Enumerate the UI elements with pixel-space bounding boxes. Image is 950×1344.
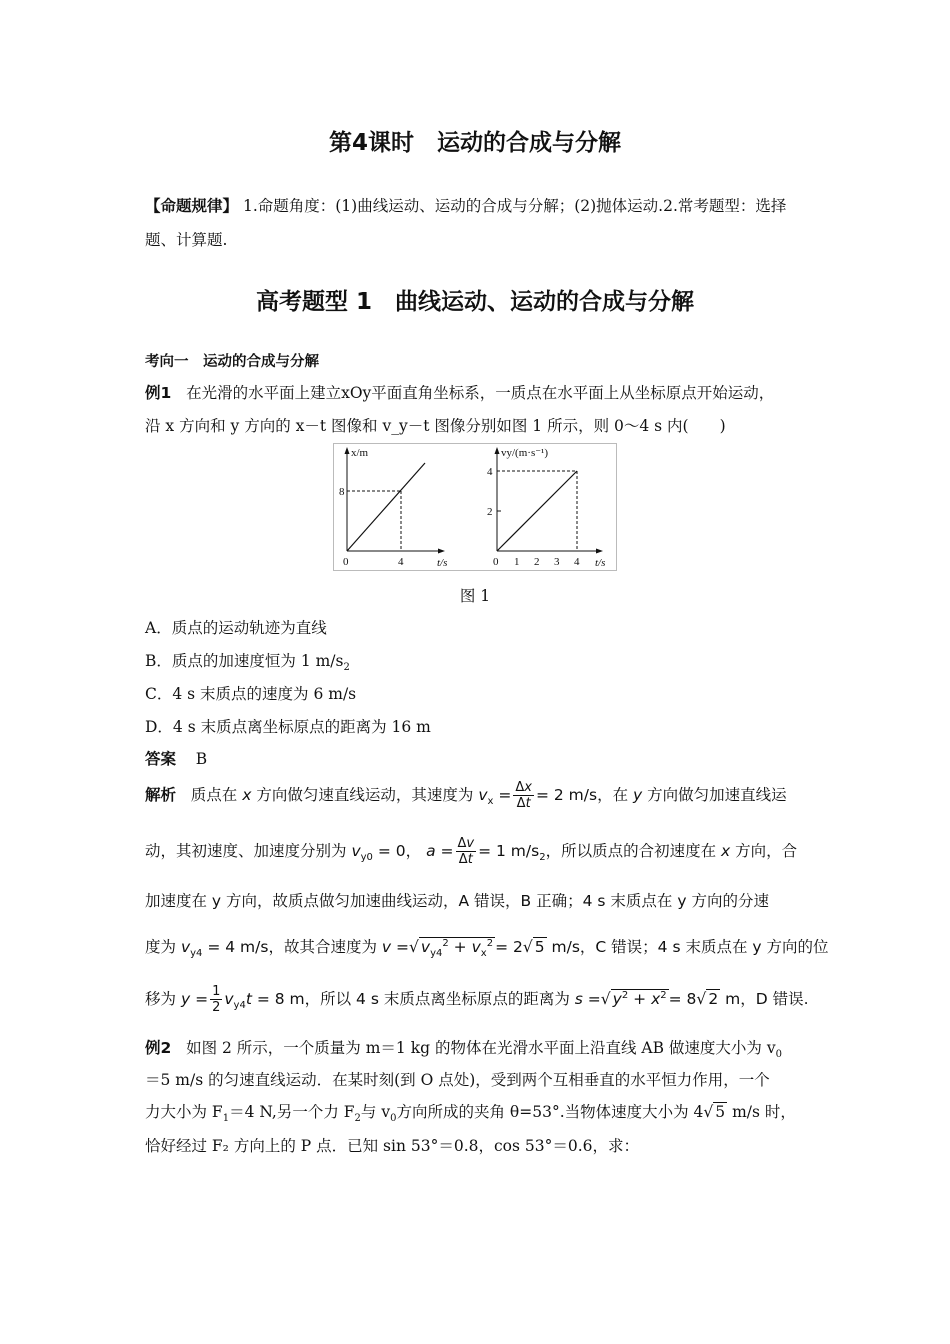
- analysis-text: 方向做匀加速直线运: [647, 786, 787, 804]
- left-x-tick-4: 4: [398, 556, 404, 568]
- page-title: 第4课时 运动的合成与分解: [328, 130, 621, 156]
- analysis-text: m，D 错误.: [720, 990, 809, 1008]
- right-x-tick-0: 0: [493, 556, 499, 568]
- analysis-text: = 2 m/s，在: [535, 786, 629, 804]
- example2-line-3: 力大小为 $F_1=4$ N,另一个力 $F_2$与 $v_0$方向所成的夹角 θ=53°.当物体速度大小为 4√ 5 m/s 时，: [145, 1103, 796, 1124]
- example2-line-1: 例2 如图 2 所示，一个质量为 m＝1 kg 的物体在光滑水平面上沿直线 AB 做速度大小为 $v_0$: [145, 1039, 782, 1060]
- option-b-sup: 2: [343, 662, 350, 673]
- analysis-text: ，所以质点的合初速度在: [545, 842, 717, 860]
- sqrt-2: 2: [708, 990, 719, 1008]
- example1-label: 例1: [145, 384, 172, 402]
- direction-heading: 考向一 运动的合成与分解: [145, 354, 319, 370]
- example2-label: 例2: [145, 1039, 172, 1057]
- sqrt-5: 5: [715, 1103, 726, 1121]
- example2-text: ＝4 N,另一个力 F: [229, 1103, 355, 1121]
- rule-label: 【命题规律】: [145, 197, 239, 215]
- analysis-text: 质点在: [190, 786, 238, 804]
- fraction-dv-dt: $\frac{\Delta v}{\Delta t}$: [457, 836, 475, 867]
- option-d: D．4 s 末质点离坐标原点的距离为 16 m: [145, 718, 431, 736]
- right-x-tick-1: 1: [514, 556, 520, 568]
- analysis-text: = 8 m，所以 4 s 末质点离坐标原点的距离为: [256, 990, 570, 1008]
- var-x: x: [721, 842, 731, 860]
- analysis-line-4: 度为 $v_{y4} = 4$ m/s，故其合速度为 v =√ $v_{y4}^2 + v_x^2 = 2√$ 5 m/s，C 错误；4 s 末质点在 y 方向的位: [145, 938, 829, 959]
- figure-1-svg: [333, 443, 617, 571]
- analysis-text: = 2: [495, 938, 523, 956]
- answer-label: 答案: [145, 750, 177, 768]
- answer-value: B: [195, 750, 208, 768]
- left-y-label: x/m: [351, 447, 369, 459]
- example2-text: 与 v: [360, 1103, 391, 1121]
- analysis-label: 解析: [145, 786, 177, 804]
- option-b: [145, 649, 350, 673]
- section-title: 高考题型 1 曲线运动、运动的合成与分解: [255, 289, 694, 315]
- right-y-tick-2: 2: [487, 506, 493, 518]
- example2-text-4: 恰好经过 F₂ 方向上的 P 点．已知 sin 53°＝0.8，cos 53°＝0.6，求：: [145, 1137, 639, 1155]
- analysis-text: = 1 m/s: [478, 842, 540, 860]
- right-x-tick-4: 4: [574, 556, 580, 568]
- var-y: y: [633, 786, 643, 804]
- example1-text-2: 沿 x 方向和 y 方向的 x－t 图像和 v_y－t 图像分别如图 1 所示，则 0～4 s 内( ): [145, 417, 726, 435]
- option-c: C．4 s 末质点的速度为 6 m/s: [145, 685, 357, 703]
- analysis-text: = 0，: [377, 842, 422, 860]
- right-y-label: vy/(m·s⁻¹): [501, 447, 548, 459]
- analysis-line-1: 解析 质点在 x 方向做匀速直线运动，其速度为 $v_x$ = $\frac{\Delta x}{\Delta t}$ = 2 m/s，在 y 方向做匀加速直线运: [145, 780, 787, 811]
- left-x-label: t/s: [437, 557, 448, 569]
- right-y-tick-4: 4: [487, 466, 493, 478]
- right-x-tick-2: 2: [534, 556, 540, 568]
- analysis-text: 度为: [145, 938, 177, 956]
- rule-line-1: [145, 194, 786, 216]
- example2-text-2: ＝5 m/s 的匀速直线运动．在某时刻(到 O 点处)，受到两个互相垂直的水平恒力作用，一个: [145, 1071, 770, 1089]
- analysis-text: 方向，合: [735, 842, 798, 860]
- analysis-text: m/s，C 错误；4 s 末质点在 y 方向的位: [546, 938, 829, 956]
- analysis-text: = 8: [668, 990, 697, 1008]
- var-x: x: [242, 786, 252, 804]
- example1-line-1: [145, 381, 774, 403]
- analysis-line-5: 移为 y = $\frac{1}{2}$ $v_{y4}t = 8$ m，所以 4 s 末质点离坐标原点的距离为 s =√ $y^2 + x^2 = 8√$ 2 m，D 错误.: [145, 984, 809, 1015]
- example2-text: 方向所成的夹角 θ=53°.当物体速度大小为 4: [396, 1103, 704, 1121]
- option-a: A．质点的运动轨迹为直线: [145, 619, 327, 637]
- example2-text: m/s 时，: [727, 1103, 796, 1121]
- analysis-text: = 4 m/s，故其合速度为: [207, 938, 377, 956]
- analysis-line-3: 加速度在 y 方向，故质点做匀加速曲线运动，A 错误，B 正确；4 s 末质点在 y 方向的分速: [145, 892, 769, 910]
- left-y-tick-8: 8: [339, 486, 345, 498]
- right-x-tick-3: 3: [554, 556, 560, 568]
- example2-text: 力大小为 F: [145, 1103, 223, 1121]
- left-x-tick-0: 0: [343, 556, 349, 568]
- example1-text-1: 在光滑的水平面上建立xOy平面直角坐标系，一质点在水平面上从坐标原点开始运动，: [186, 384, 775, 402]
- analysis-text: 方向做匀速直线运动，其速度为: [256, 786, 474, 804]
- right-x-label: t/s: [595, 557, 606, 569]
- answer-line: [145, 747, 207, 769]
- rule-text-2: 题、计算题.: [145, 231, 228, 249]
- analysis-text: 移为: [145, 990, 177, 1008]
- fraction-half: $\frac{1}{2}$: [212, 984, 221, 1015]
- figure-1: [333, 443, 617, 571]
- example2-text-1: 如图 2 所示，一个质量为 m＝1 kg 的物体在光滑水平面上沿直线 AB 做速度大小为 v: [186, 1039, 776, 1057]
- rule-text-1: 1.命题角度：(1)曲线运动、运动的合成与分解；(2)抛体运动.2.常考题型：选择: [242, 197, 787, 215]
- fraction-dx-dt: $\frac{\Delta x}{\Delta t}$: [515, 780, 532, 811]
- analysis-text: 动，其初速度、加速度分别为: [145, 842, 347, 860]
- figure-caption: 图 1: [459, 587, 491, 605]
- sqrt-5: 5: [534, 938, 545, 956]
- option-b-text: B．质点的加速度恒为 1 m/s: [145, 652, 344, 670]
- analysis-line-2: 动，其初速度、加速度分别为 $v_{y0} = 0$， a = $\frac{\Delta v}{\Delta t}$ = 1 $m/s_2$，所以质点的合初速度在 x 方向，合: [145, 836, 798, 867]
